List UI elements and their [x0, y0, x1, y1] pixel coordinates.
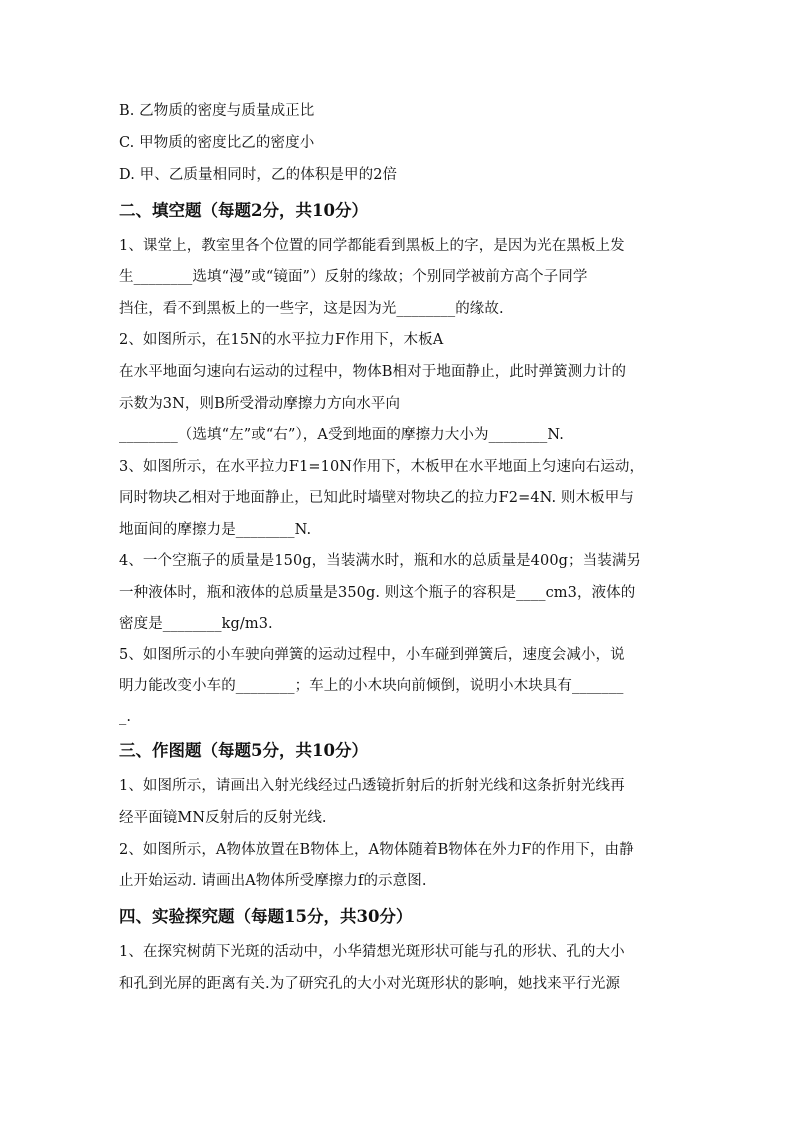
- s2-line: _.: [119, 709, 132, 725]
- s3-line: 止开始运动. 请画出A物体所受摩擦力f的示意图.: [119, 873, 427, 889]
- s2-line: 一种液体时，瓶和液体的总质量是350g. 则这个瓶子的容积是____cm3，液体的: [119, 585, 636, 601]
- option-c: C. 甲物质的密度比乙的密度小: [119, 135, 315, 151]
- s2-line: 3、如图所示，在水平拉力F1=10N作用下，木板甲在水平地面上匀速向右运动，: [119, 459, 645, 475]
- section-4-heading: 四、实验探究题（每题15分，共30分）: [119, 907, 413, 926]
- s2-line: ________（选填“左”或“右”），A受到地面的摩擦力大小为________N.: [119, 427, 564, 443]
- option-d: D. 甲、乙质量相同时，乙的体积是甲的2倍: [119, 167, 398, 183]
- option-b: B. 乙物质的密度与质量成正比: [119, 103, 315, 119]
- s3-line: 1、如图所示，请画出入射光线经过凸透镜折射后的折射光线和这条折射光线再: [119, 778, 625, 794]
- s2-line: 生________选填“漫”或“镜面”）反射的缘故；个别同学被前方高个子同学: [119, 269, 588, 285]
- section-3-heading: 三、作图题（每题5分，共10分）: [119, 741, 368, 760]
- s4-line: 和孔到光屏的距离有关.为了研究孔的大小对光斑形状的影响，她找来平行光源: [119, 976, 621, 992]
- s2-line: 挡住，看不到黑板上的一些字，这是因为光________的缘故.: [119, 301, 504, 317]
- s2-line: 5、如图所示的小车驶向弹簧的运动过程中，小车碰到弹簧后，速度会减小，说: [119, 647, 625, 663]
- s3-line: 2、如图所示，A物体放置在B物体上，A物体随着B物体在外力F的作用下，由静: [119, 842, 634, 858]
- s4-line: 1、在探究树荫下光斑的活动中，小华猜想光斑形状可能与孔的形状、孔的大小: [119, 944, 625, 960]
- s2-line: 2、如图所示，在15N的水平拉力F作用下，木板A: [119, 332, 444, 348]
- s2-line: 4、一个空瓶子的质量是150g，当装满水时，瓶和水的总质量是400g；当装满另: [119, 553, 642, 569]
- s2-line: 明力能改变小车的________；车上的小木块向前倾倒，说明小木块具有_______: [119, 678, 624, 694]
- s3-line: 经平面镜MN反射后的反射光线.: [119, 810, 327, 826]
- s2-line: 示数为3N，则B所受滑动摩擦力方向水平向: [119, 396, 401, 412]
- s2-line: 在水平地面匀速向右运动的过程中，物体B相对于地面静止，此时弹簧测力计的: [119, 364, 627, 380]
- s2-line: 同时物块乙相对于地面静止，已知此时墙壁对物块乙的拉力F2=4N. 则木板甲与: [119, 490, 634, 506]
- s2-line: 1、课堂上，教室里各个位置的同学都能看到黑板上的字，是因为光在黑板上发: [119, 238, 625, 254]
- section-2-heading: 二、填空题（每题2分，共10分）: [119, 201, 368, 220]
- s2-line: 密度是________kg/m3.: [119, 616, 273, 632]
- s2-line: 地面间的摩擦力是________N.: [119, 522, 312, 538]
